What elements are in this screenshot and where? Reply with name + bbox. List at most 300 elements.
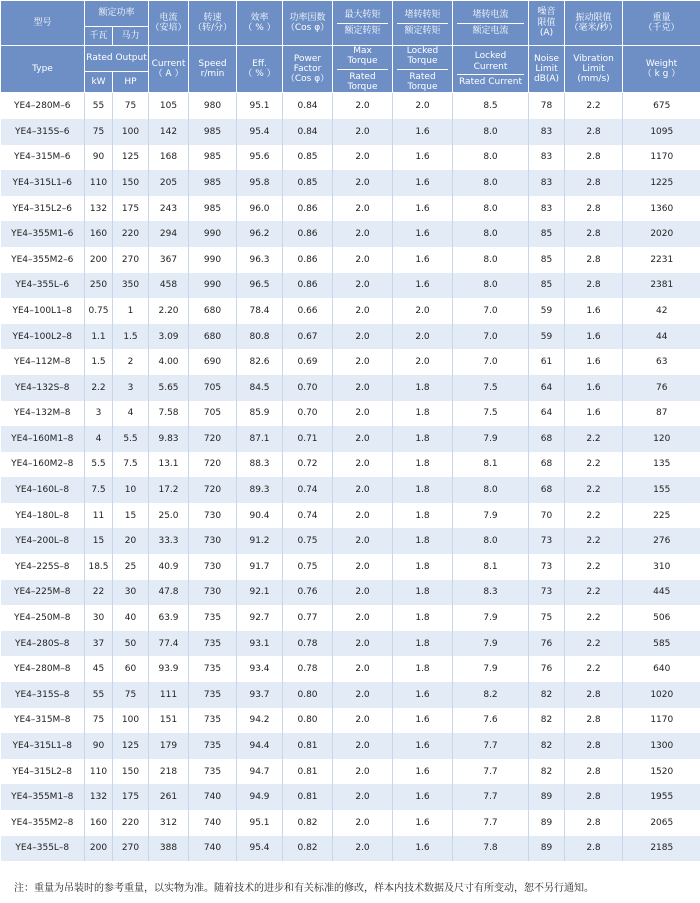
cell-efficiency: 96.3 bbox=[237, 247, 283, 273]
cell-weight: 155 bbox=[623, 477, 700, 503]
cell-power-factor: 0.71 bbox=[283, 426, 333, 452]
cell-weight: 1360 bbox=[623, 196, 700, 222]
cell-max-torque-ratio: 2.0 bbox=[333, 375, 393, 401]
cell-weight: 87 bbox=[623, 401, 700, 427]
table-row bbox=[1, 784, 700, 810]
cell-speed: 705 bbox=[189, 375, 237, 401]
header-weight-zh: 重量 （千克） bbox=[623, 1, 700, 46]
cell-locked-torque-ratio: 1.8 bbox=[393, 605, 453, 631]
cell-kw: 110 bbox=[85, 170, 113, 196]
cell-speed: 705 bbox=[189, 401, 237, 427]
cell-efficiency: 89.3 bbox=[237, 477, 283, 503]
table-row bbox=[1, 426, 700, 452]
cell-locked-current-ratio: 8.0 bbox=[453, 477, 529, 503]
cell-efficiency: 96.0 bbox=[237, 196, 283, 222]
cell-speed: 735 bbox=[189, 682, 237, 708]
cell-locked-current-ratio: 7.9 bbox=[453, 605, 529, 631]
cell-hp: 125 bbox=[113, 145, 149, 171]
table-row bbox=[1, 708, 700, 734]
cell-current: 243 bbox=[149, 196, 189, 222]
cell-hp: 270 bbox=[113, 836, 149, 862]
cell-max-torque-ratio: 2.0 bbox=[333, 810, 393, 836]
header-pf-en: Power Factor （Cos φ） bbox=[283, 46, 333, 93]
cell-max-torque-ratio: 2.0 bbox=[333, 784, 393, 810]
cell-power-factor: 0.86 bbox=[283, 273, 333, 299]
cell-max-torque-ratio: 2.0 bbox=[333, 682, 393, 708]
cell-vibration-limit: 2.2 bbox=[565, 528, 623, 554]
cell-power-factor: 0.81 bbox=[283, 733, 333, 759]
table-row bbox=[1, 656, 700, 682]
cell-locked-torque-ratio: 1.8 bbox=[393, 656, 453, 682]
cell-power-factor: 0.70 bbox=[283, 375, 333, 401]
cell-current: 205 bbox=[149, 170, 189, 196]
cell-weight: 1170 bbox=[623, 145, 700, 171]
header-weight-en: Weight （ k g ） bbox=[623, 46, 700, 93]
table-row bbox=[1, 836, 700, 862]
cell-locked-torque-ratio: 1.8 bbox=[393, 452, 453, 478]
cell-current: 458 bbox=[149, 273, 189, 299]
cell-power-factor: 0.81 bbox=[283, 759, 333, 785]
cell-max-torque-ratio: 2.0 bbox=[333, 733, 393, 759]
cell-current: 388 bbox=[149, 836, 189, 862]
cell-max-torque-ratio: 2.0 bbox=[333, 119, 393, 145]
cell-current: 47.8 bbox=[149, 580, 189, 606]
cell-power-factor: 0.74 bbox=[283, 477, 333, 503]
cell-locked-current-ratio: 7.6 bbox=[453, 708, 529, 734]
cell-locked-current-ratio: 8.0 bbox=[453, 145, 529, 171]
cell-locked-current-ratio: 8.0 bbox=[453, 196, 529, 222]
cell-kw: 37 bbox=[85, 631, 113, 657]
cell-locked-current-ratio: 8.2 bbox=[453, 682, 529, 708]
cell-hp: 30 bbox=[113, 580, 149, 606]
cell-locked-current-ratio: 7.0 bbox=[453, 298, 529, 324]
header-noise-zh: 噪音 限值 (A) bbox=[529, 1, 565, 46]
cell-locked-torque-ratio: 2.0 bbox=[393, 349, 453, 375]
header-locked-current-zh: 堵转电流 额定电流 bbox=[453, 1, 529, 46]
cell-power-factor: 0.85 bbox=[283, 145, 333, 171]
cell-vibration-limit: 2.8 bbox=[565, 810, 623, 836]
cell-vibration-limit: 2.2 bbox=[565, 426, 623, 452]
cell-locked-current-ratio: 7.7 bbox=[453, 733, 529, 759]
cell-speed: 735 bbox=[189, 631, 237, 657]
cell-current: 93.9 bbox=[149, 656, 189, 682]
cell-noise-limit: 75 bbox=[529, 605, 565, 631]
cell-hp: 220 bbox=[113, 221, 149, 247]
table-row bbox=[1, 196, 700, 222]
cell-current: 367 bbox=[149, 247, 189, 273]
cell-vibration-limit: 2.8 bbox=[565, 196, 623, 222]
cell-vibration-limit: 2.8 bbox=[565, 221, 623, 247]
cell-kw: 250 bbox=[85, 273, 113, 299]
cell-speed: 990 bbox=[189, 247, 237, 273]
cell-locked-torque-ratio: 1.6 bbox=[393, 196, 453, 222]
cell-locked-torque-ratio: 1.6 bbox=[393, 273, 453, 299]
cell-locked-torque-ratio: 1.6 bbox=[393, 733, 453, 759]
cell-model: YE4–200L–8 bbox=[1, 528, 85, 554]
cell-model: YE4–315L1–6 bbox=[1, 170, 85, 196]
cell-power-factor: 0.82 bbox=[283, 836, 333, 862]
table-body bbox=[1, 93, 700, 861]
cell-kw: 200 bbox=[85, 836, 113, 862]
cell-hp: 220 bbox=[113, 810, 149, 836]
cell-max-torque-ratio: 2.0 bbox=[333, 247, 393, 273]
cell-kw: 11 bbox=[85, 503, 113, 529]
cell-model: YE4–355M1–8 bbox=[1, 784, 85, 810]
table-row bbox=[1, 93, 700, 119]
table-row bbox=[1, 503, 700, 529]
cell-locked-torque-ratio: 1.8 bbox=[393, 580, 453, 606]
cell-locked-current-ratio: 8.1 bbox=[453, 554, 529, 580]
header-max-torque-zh: 最大转矩 额定转矩 bbox=[333, 1, 393, 46]
cell-kw: 75 bbox=[85, 119, 113, 145]
header-pf-zh: 功率因数 （Cos φ） bbox=[283, 1, 333, 46]
cell-hp: 75 bbox=[113, 93, 149, 119]
cell-locked-current-ratio: 7.9 bbox=[453, 656, 529, 682]
cell-speed: 980 bbox=[189, 93, 237, 119]
cell-kw: 5.5 bbox=[85, 452, 113, 478]
cell-kw: 22 bbox=[85, 580, 113, 606]
cell-current: 179 bbox=[149, 733, 189, 759]
cell-max-torque-ratio: 2.0 bbox=[333, 170, 393, 196]
cell-current: 40.9 bbox=[149, 554, 189, 580]
cell-noise-limit: 82 bbox=[529, 759, 565, 785]
cell-locked-torque-ratio: 1.6 bbox=[393, 759, 453, 785]
cell-noise-limit: 82 bbox=[529, 682, 565, 708]
cell-kw: 1.1 bbox=[85, 324, 113, 350]
cell-speed: 740 bbox=[189, 810, 237, 836]
cell-weight: 76 bbox=[623, 375, 700, 401]
cell-hp: 3 bbox=[113, 375, 149, 401]
cell-kw: 30 bbox=[85, 605, 113, 631]
cell-weight: 63 bbox=[623, 349, 700, 375]
table-row bbox=[1, 810, 700, 836]
cell-power-factor: 0.85 bbox=[283, 170, 333, 196]
cell-power-factor: 0.67 bbox=[283, 324, 333, 350]
cell-kw: 0.75 bbox=[85, 298, 113, 324]
cell-weight: 640 bbox=[623, 656, 700, 682]
cell-speed: 740 bbox=[189, 784, 237, 810]
cell-locked-torque-ratio: 1.8 bbox=[393, 401, 453, 427]
table-row bbox=[1, 605, 700, 631]
cell-current: 5.65 bbox=[149, 375, 189, 401]
cell-model: YE4–355M1–6 bbox=[1, 221, 85, 247]
header-hp-zh: 马力 bbox=[113, 27, 149, 46]
cell-weight: 506 bbox=[623, 605, 700, 631]
cell-efficiency: 96.5 bbox=[237, 273, 283, 299]
cell-weight: 2231 bbox=[623, 247, 700, 273]
cell-model: YE4–355M2–6 bbox=[1, 247, 85, 273]
cell-model: YE4–160L–8 bbox=[1, 477, 85, 503]
cell-max-torque-ratio: 2.0 bbox=[333, 656, 393, 682]
cell-hp: 100 bbox=[113, 119, 149, 145]
cell-efficiency: 95.8 bbox=[237, 170, 283, 196]
cell-weight: 1225 bbox=[623, 170, 700, 196]
header-locked-torque-zh: 堵转转矩 额定转矩 bbox=[393, 1, 453, 46]
cell-current: 3.09 bbox=[149, 324, 189, 350]
cell-max-torque-ratio: 2.0 bbox=[333, 145, 393, 171]
cell-noise-limit: 59 bbox=[529, 298, 565, 324]
cell-hp: 15 bbox=[113, 503, 149, 529]
header-speed-en: Speed r/min bbox=[189, 46, 237, 93]
cell-current: 2.20 bbox=[149, 298, 189, 324]
cell-max-torque-ratio: 2.0 bbox=[333, 196, 393, 222]
header-locked-current-en: Locked Current Rated Current bbox=[453, 46, 529, 93]
cell-max-torque-ratio: 2.0 bbox=[333, 631, 393, 657]
cell-efficiency: 82.6 bbox=[237, 349, 283, 375]
cell-locked-current-ratio: 7.7 bbox=[453, 784, 529, 810]
cell-noise-limit: 89 bbox=[529, 784, 565, 810]
cell-noise-limit: 76 bbox=[529, 656, 565, 682]
cell-model: YE4–100L1–8 bbox=[1, 298, 85, 324]
cell-locked-current-ratio: 8.3 bbox=[453, 580, 529, 606]
cell-vibration-limit: 2.2 bbox=[565, 554, 623, 580]
cell-speed: 985 bbox=[189, 170, 237, 196]
cell-vibration-limit: 2.8 bbox=[565, 759, 623, 785]
cell-kw: 1.5 bbox=[85, 349, 113, 375]
cell-weight: 1300 bbox=[623, 733, 700, 759]
cell-weight: 310 bbox=[623, 554, 700, 580]
cell-max-torque-ratio: 2.0 bbox=[333, 605, 393, 631]
cell-locked-current-ratio: 7.5 bbox=[453, 375, 529, 401]
cell-model: YE4–315M–6 bbox=[1, 145, 85, 171]
cell-speed: 990 bbox=[189, 221, 237, 247]
cell-speed: 730 bbox=[189, 580, 237, 606]
cell-locked-current-ratio: 7.9 bbox=[453, 631, 529, 657]
cell-current: 261 bbox=[149, 784, 189, 810]
cell-locked-current-ratio: 7.0 bbox=[453, 349, 529, 375]
cell-max-torque-ratio: 2.0 bbox=[333, 349, 393, 375]
cell-noise-limit: 61 bbox=[529, 349, 565, 375]
cell-locked-current-ratio: 8.0 bbox=[453, 528, 529, 554]
cell-noise-limit: 68 bbox=[529, 426, 565, 452]
cell-vibration-limit: 2.2 bbox=[565, 605, 623, 631]
cell-max-torque-ratio: 2.0 bbox=[333, 452, 393, 478]
cell-vibration-limit: 1.6 bbox=[565, 401, 623, 427]
footnote: 注：重量为吊装时的参考重量，以实物为准。随着技术的进步和有关标准的修改，样本内技术数据及尺寸有所变动，恕不另行通知。 bbox=[14, 883, 594, 894]
cell-current: 111 bbox=[149, 682, 189, 708]
cell-power-factor: 0.86 bbox=[283, 247, 333, 273]
header-eff-en: Eff. （ % ） bbox=[237, 46, 283, 93]
cell-max-torque-ratio: 2.0 bbox=[333, 401, 393, 427]
cell-efficiency: 95.4 bbox=[237, 119, 283, 145]
header-rated-output-en: Rated Output bbox=[85, 46, 149, 72]
cell-kw: 160 bbox=[85, 221, 113, 247]
cell-efficiency: 95.1 bbox=[237, 93, 283, 119]
cell-locked-current-ratio: 8.0 bbox=[453, 221, 529, 247]
table-row bbox=[1, 247, 700, 273]
cell-locked-torque-ratio: 1.6 bbox=[393, 810, 453, 836]
cell-speed: 720 bbox=[189, 477, 237, 503]
cell-weight: 2381 bbox=[623, 273, 700, 299]
cell-vibration-limit: 1.6 bbox=[565, 324, 623, 350]
table-row bbox=[1, 324, 700, 350]
cell-efficiency: 91.2 bbox=[237, 528, 283, 554]
cell-locked-current-ratio: 8.0 bbox=[453, 170, 529, 196]
cell-current: 17.2 bbox=[149, 477, 189, 503]
header-model-en: Type bbox=[1, 46, 85, 93]
cell-max-torque-ratio: 2.0 bbox=[333, 580, 393, 606]
cell-vibration-limit: 2.2 bbox=[565, 93, 623, 119]
cell-weight: 445 bbox=[623, 580, 700, 606]
cell-noise-limit: 73 bbox=[529, 580, 565, 606]
cell-speed: 985 bbox=[189, 196, 237, 222]
table-row bbox=[1, 528, 700, 554]
cell-kw: 132 bbox=[85, 784, 113, 810]
cell-model: YE4–315S–6 bbox=[1, 119, 85, 145]
cell-current: 105 bbox=[149, 93, 189, 119]
cell-locked-torque-ratio: 1.6 bbox=[393, 170, 453, 196]
cell-current: 168 bbox=[149, 145, 189, 171]
cell-efficiency: 78.4 bbox=[237, 298, 283, 324]
cell-noise-limit: 83 bbox=[529, 145, 565, 171]
cell-current: 142 bbox=[149, 119, 189, 145]
cell-efficiency: 95.6 bbox=[237, 145, 283, 171]
cell-kw: 75 bbox=[85, 708, 113, 734]
cell-current: 7.58 bbox=[149, 401, 189, 427]
cell-speed: 730 bbox=[189, 503, 237, 529]
cell-locked-current-ratio: 8.0 bbox=[453, 273, 529, 299]
cell-model: YE4–100L2–8 bbox=[1, 324, 85, 350]
cell-max-torque-ratio: 2.0 bbox=[333, 221, 393, 247]
cell-locked-current-ratio: 8.0 bbox=[453, 247, 529, 273]
cell-vibration-limit: 2.2 bbox=[565, 580, 623, 606]
cell-kw: 45 bbox=[85, 656, 113, 682]
table-row bbox=[1, 273, 700, 299]
cell-locked-current-ratio: 7.7 bbox=[453, 810, 529, 836]
cell-locked-current-ratio: 8.5 bbox=[453, 93, 529, 119]
cell-noise-limit: 89 bbox=[529, 810, 565, 836]
cell-hp: 5.5 bbox=[113, 426, 149, 452]
table-row bbox=[1, 221, 700, 247]
header-max-torque-en: Max Torque Rated Torque bbox=[333, 46, 393, 93]
cell-model: YE4–315L1–8 bbox=[1, 733, 85, 759]
cell-current: 77.4 bbox=[149, 631, 189, 657]
cell-max-torque-ratio: 2.0 bbox=[333, 426, 393, 452]
cell-current: 312 bbox=[149, 810, 189, 836]
cell-vibration-limit: 2.8 bbox=[565, 733, 623, 759]
cell-vibration-limit: 2.8 bbox=[565, 273, 623, 299]
cell-noise-limit: 73 bbox=[529, 554, 565, 580]
cell-model: YE4–132S–8 bbox=[1, 375, 85, 401]
cell-hp: 10 bbox=[113, 477, 149, 503]
cell-vibration-limit: 2.8 bbox=[565, 708, 623, 734]
cell-hp: 1.5 bbox=[113, 324, 149, 350]
cell-noise-limit: 64 bbox=[529, 375, 565, 401]
cell-efficiency: 80.8 bbox=[237, 324, 283, 350]
cell-kw: 3 bbox=[85, 401, 113, 427]
cell-efficiency: 85.9 bbox=[237, 401, 283, 427]
cell-model: YE4–112M–8 bbox=[1, 349, 85, 375]
cell-noise-limit: 64 bbox=[529, 401, 565, 427]
cell-model: YE4–132M–8 bbox=[1, 401, 85, 427]
cell-model: YE4–280M–6 bbox=[1, 93, 85, 119]
cell-speed: 680 bbox=[189, 298, 237, 324]
table-row bbox=[1, 145, 700, 171]
header-eff-zh: 效率 （ % ） bbox=[237, 1, 283, 46]
cell-power-factor: 0.75 bbox=[283, 554, 333, 580]
cell-kw: 110 bbox=[85, 759, 113, 785]
table-row bbox=[1, 401, 700, 427]
cell-weight: 135 bbox=[623, 452, 700, 478]
cell-model: YE4–180L–8 bbox=[1, 503, 85, 529]
cell-speed: 985 bbox=[189, 119, 237, 145]
header-locked-torque-en: Locked Torque Rated Torque bbox=[393, 46, 453, 93]
cell-efficiency: 96.2 bbox=[237, 221, 283, 247]
cell-noise-limit: 76 bbox=[529, 631, 565, 657]
cell-kw: 4 bbox=[85, 426, 113, 452]
cell-efficiency: 90.4 bbox=[237, 503, 283, 529]
cell-noise-limit: 59 bbox=[529, 324, 565, 350]
cell-efficiency: 95.1 bbox=[237, 810, 283, 836]
header-speed-zh: 转速 （转/分） bbox=[189, 1, 237, 46]
cell-weight: 1020 bbox=[623, 682, 700, 708]
table-row bbox=[1, 580, 700, 606]
cell-efficiency: 91.7 bbox=[237, 554, 283, 580]
cell-current: 25.0 bbox=[149, 503, 189, 529]
cell-locked-current-ratio: 7.7 bbox=[453, 759, 529, 785]
cell-max-torque-ratio: 2.0 bbox=[333, 324, 393, 350]
cell-speed: 735 bbox=[189, 733, 237, 759]
cell-efficiency: 93.7 bbox=[237, 682, 283, 708]
cell-speed: 985 bbox=[189, 145, 237, 171]
cell-locked-torque-ratio: 1.8 bbox=[393, 375, 453, 401]
cell-vibration-limit: 2.8 bbox=[565, 145, 623, 171]
cell-efficiency: 92.7 bbox=[237, 605, 283, 631]
cell-current: 13.1 bbox=[149, 452, 189, 478]
cell-speed: 735 bbox=[189, 759, 237, 785]
cell-speed: 990 bbox=[189, 273, 237, 299]
cell-model: YE4–160M2–8 bbox=[1, 452, 85, 478]
cell-noise-limit: 83 bbox=[529, 170, 565, 196]
cell-locked-current-ratio: 7.0 bbox=[453, 324, 529, 350]
cell-weight: 120 bbox=[623, 426, 700, 452]
cell-kw: 15 bbox=[85, 528, 113, 554]
cell-power-factor: 0.76 bbox=[283, 580, 333, 606]
cell-efficiency: 87.1 bbox=[237, 426, 283, 452]
cell-power-factor: 0.81 bbox=[283, 784, 333, 810]
cell-vibration-limit: 1.6 bbox=[565, 375, 623, 401]
cell-locked-torque-ratio: 2.0 bbox=[393, 93, 453, 119]
cell-power-factor: 0.86 bbox=[283, 196, 333, 222]
cell-current: 151 bbox=[149, 708, 189, 734]
cell-hp: 50 bbox=[113, 631, 149, 657]
table-row bbox=[1, 733, 700, 759]
cell-vibration-limit: 2.8 bbox=[565, 247, 623, 273]
cell-kw: 7.5 bbox=[85, 477, 113, 503]
cell-hp: 175 bbox=[113, 784, 149, 810]
cell-speed: 740 bbox=[189, 836, 237, 862]
header-noise-en: Noise Limit dB(A) bbox=[529, 46, 565, 93]
table-row bbox=[1, 759, 700, 785]
cell-power-factor: 0.80 bbox=[283, 708, 333, 734]
header-vibration-en: Vibration Limit (mm/s) bbox=[565, 46, 623, 93]
table-row bbox=[1, 170, 700, 196]
cell-noise-limit: 85 bbox=[529, 221, 565, 247]
cell-hp: 100 bbox=[113, 708, 149, 734]
cell-weight: 2065 bbox=[623, 810, 700, 836]
table-row bbox=[1, 477, 700, 503]
cell-power-factor: 0.84 bbox=[283, 93, 333, 119]
cell-weight: 1095 bbox=[623, 119, 700, 145]
table-row bbox=[1, 119, 700, 145]
cell-hp: 175 bbox=[113, 196, 149, 222]
cell-speed: 735 bbox=[189, 708, 237, 734]
table-row bbox=[1, 554, 700, 580]
cell-kw: 55 bbox=[85, 682, 113, 708]
cell-locked-torque-ratio: 1.6 bbox=[393, 247, 453, 273]
cell-efficiency: 92.1 bbox=[237, 580, 283, 606]
cell-model: YE4–355L–6 bbox=[1, 273, 85, 299]
